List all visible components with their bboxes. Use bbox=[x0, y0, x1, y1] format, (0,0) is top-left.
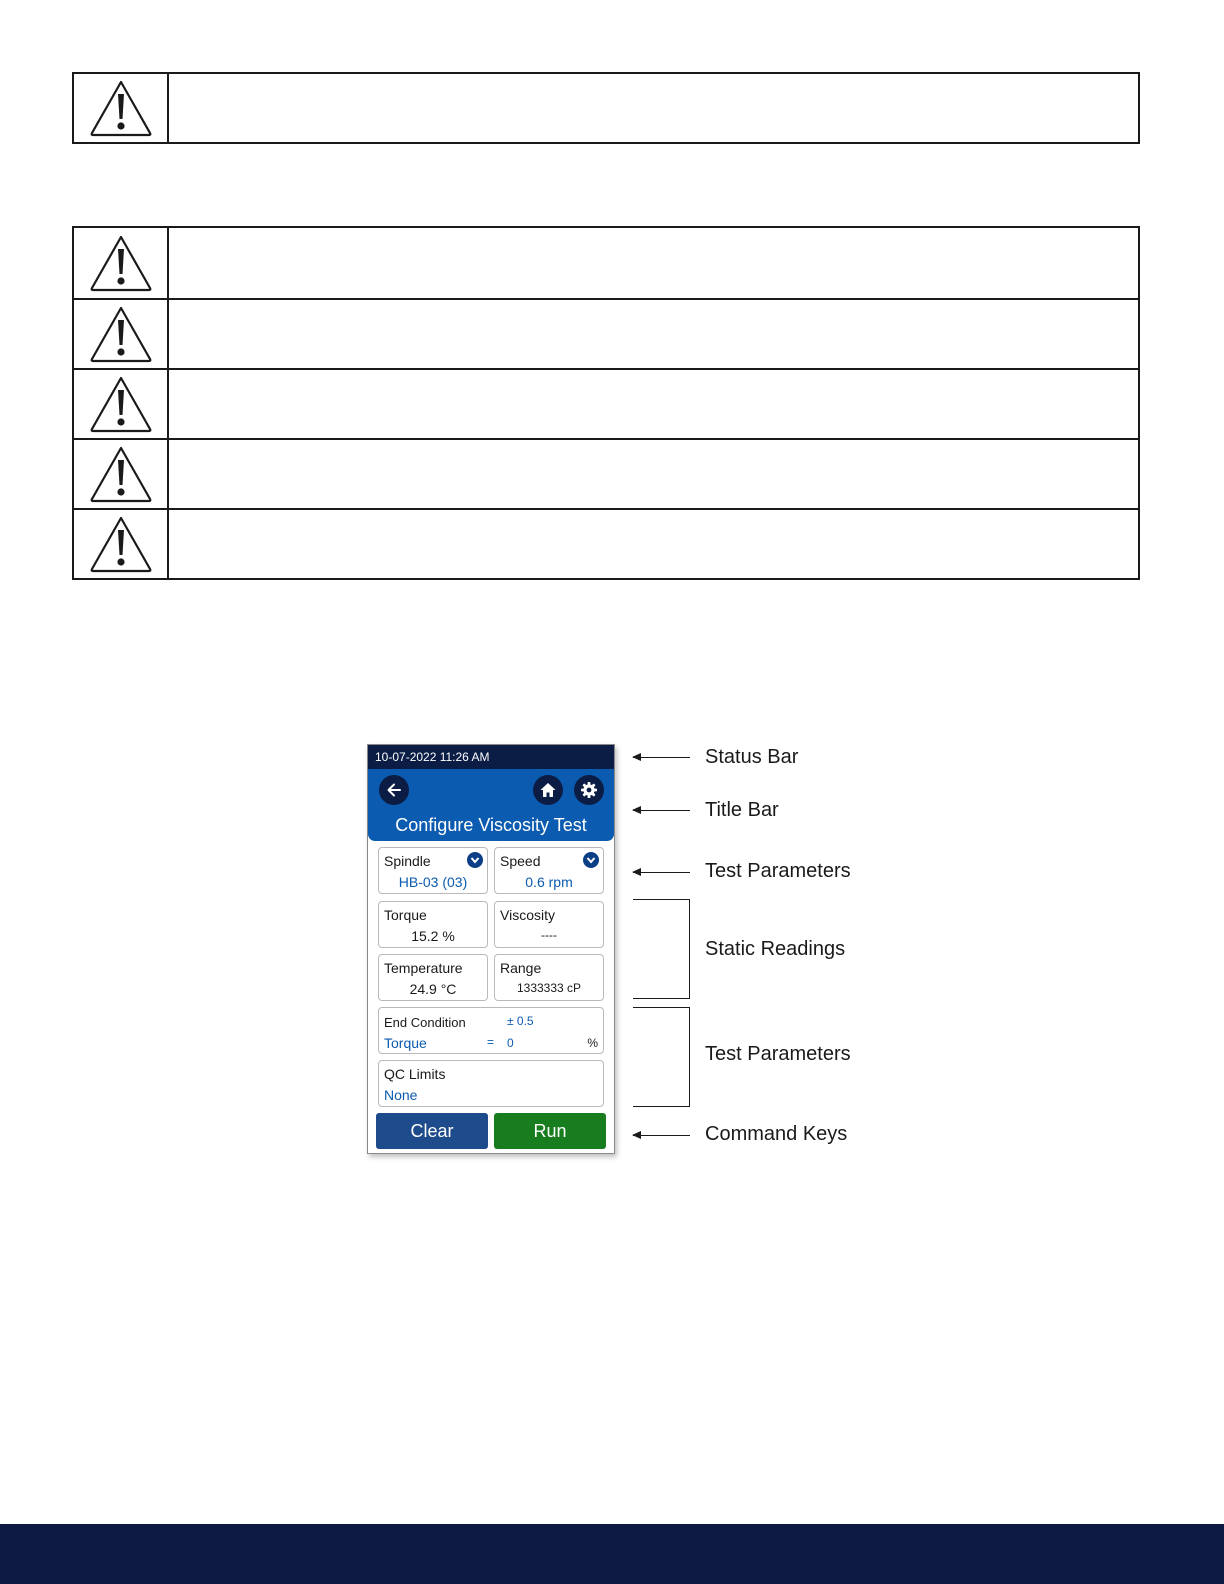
warning-icon bbox=[89, 515, 153, 573]
end-condition-operator: = bbox=[487, 1035, 495, 1049]
run-button[interactable]: Run bbox=[494, 1113, 606, 1149]
warning-row bbox=[74, 298, 1138, 368]
temperature-label: Temperature bbox=[384, 960, 463, 976]
test-parameters-arrow-line bbox=[633, 872, 690, 873]
test-parameters-bracket bbox=[633, 1007, 690, 1107]
qc-limits-value: None bbox=[384, 1087, 418, 1103]
back-button[interactable] bbox=[379, 775, 409, 805]
back-arrow-icon bbox=[385, 781, 403, 799]
warning-icon-cell bbox=[74, 370, 169, 438]
end-condition-tolerance: ± 0.5 bbox=[507, 1014, 534, 1028]
chevron-down-icon bbox=[586, 856, 596, 864]
status-bar-arrow-line bbox=[633, 757, 690, 758]
viscosity-label: Viscosity bbox=[500, 907, 555, 923]
range-label: Range bbox=[500, 960, 542, 976]
static-readings-annotation: Static Readings bbox=[705, 938, 846, 960]
command-keys-arrow-line bbox=[633, 1135, 690, 1136]
warning-icon-cell bbox=[74, 440, 169, 508]
torque-label: Torque bbox=[384, 907, 427, 923]
warning-icon bbox=[89, 445, 153, 503]
gear-icon bbox=[580, 781, 598, 799]
warning-row bbox=[74, 438, 1138, 508]
warning-icon-cell bbox=[74, 228, 169, 298]
chevron-down-icon bbox=[470, 856, 480, 864]
warning-text-cell bbox=[169, 510, 1138, 578]
warning-row bbox=[74, 508, 1138, 578]
test-parameters-annotation-bottom: Test Parameters bbox=[705, 1043, 851, 1065]
spindle-dropdown[interactable] bbox=[467, 852, 483, 868]
temperature-value: 24.9 °C bbox=[409, 981, 457, 997]
range-reading bbox=[494, 954, 604, 1001]
screen-title: Configure Viscosity Test bbox=[395, 815, 587, 835]
device-screen bbox=[367, 744, 615, 1154]
warning-icon bbox=[89, 305, 153, 363]
range-value: 1333333 cP bbox=[516, 981, 582, 995]
warning-text-cell bbox=[169, 300, 1138, 368]
title-bar-arrow-line bbox=[633, 810, 690, 811]
title-bar-arrow-head bbox=[632, 806, 641, 814]
qc-limits-field[interactable] bbox=[378, 1060, 604, 1107]
speed-selector[interactable] bbox=[494, 847, 604, 894]
footer-band bbox=[0, 1524, 1224, 1584]
speed-label: Speed bbox=[500, 853, 541, 869]
qc-limits-label: QC Limits bbox=[384, 1066, 446, 1082]
clear-button[interactable]: Clear bbox=[376, 1113, 488, 1149]
status-datetime: 10-07-2022 11:26 AM bbox=[375, 750, 490, 764]
warning-row bbox=[74, 74, 1138, 142]
temperature-reading bbox=[378, 954, 488, 1001]
warning-text-cell bbox=[169, 440, 1138, 508]
torque-value: 15.2 % bbox=[411, 928, 455, 944]
title-bar-annotation: Title Bar bbox=[705, 799, 779, 821]
title-bar bbox=[368, 769, 614, 841]
warning-row bbox=[74, 368, 1138, 438]
end-condition-label: End Condition bbox=[384, 1015, 466, 1030]
settings-button[interactable] bbox=[574, 775, 604, 805]
warning-icon-cell bbox=[74, 510, 169, 578]
warning-icon-cell bbox=[74, 300, 169, 368]
warning-table-single bbox=[72, 72, 1140, 144]
torque-reading bbox=[378, 901, 488, 948]
status-bar-arrow-head bbox=[632, 753, 641, 761]
warning-table-multi bbox=[72, 226, 1140, 580]
warning-row bbox=[74, 228, 1138, 298]
spindle-label: Spindle bbox=[384, 853, 431, 869]
speed-dropdown[interactable] bbox=[583, 852, 599, 868]
warning-icon bbox=[89, 375, 153, 433]
end-condition-unit: % bbox=[587, 1036, 598, 1050]
status-bar-annotation: Status Bar bbox=[705, 746, 799, 768]
warning-text-cell bbox=[169, 74, 1138, 142]
end-condition-value: 0 bbox=[507, 1036, 514, 1050]
warning-icon bbox=[89, 234, 153, 292]
test-parameters-annotation-top: Test Parameters bbox=[705, 860, 851, 882]
viscosity-value: ---- bbox=[541, 928, 557, 942]
warning-icon bbox=[89, 79, 153, 137]
status-bar bbox=[368, 745, 614, 769]
command-keys-arrow-head bbox=[632, 1131, 641, 1139]
command-keys-annotation: Command Keys bbox=[705, 1123, 848, 1145]
end-condition-field[interactable] bbox=[378, 1007, 604, 1054]
spindle-value: HB-03 (03) bbox=[398, 874, 468, 890]
viscosity-reading bbox=[494, 901, 604, 948]
test-parameters-arrow-head bbox=[632, 868, 641, 876]
home-icon bbox=[539, 781, 557, 799]
static-readings-bracket bbox=[633, 899, 690, 999]
spindle-selector[interactable] bbox=[378, 847, 488, 894]
speed-value: 0.6 rpm bbox=[525, 874, 573, 890]
warning-text-cell bbox=[169, 370, 1138, 438]
home-button[interactable] bbox=[533, 775, 563, 805]
end-condition-parameter: Torque bbox=[384, 1035, 427, 1051]
warning-icon-cell bbox=[74, 74, 169, 142]
warning-text-cell bbox=[169, 228, 1138, 298]
